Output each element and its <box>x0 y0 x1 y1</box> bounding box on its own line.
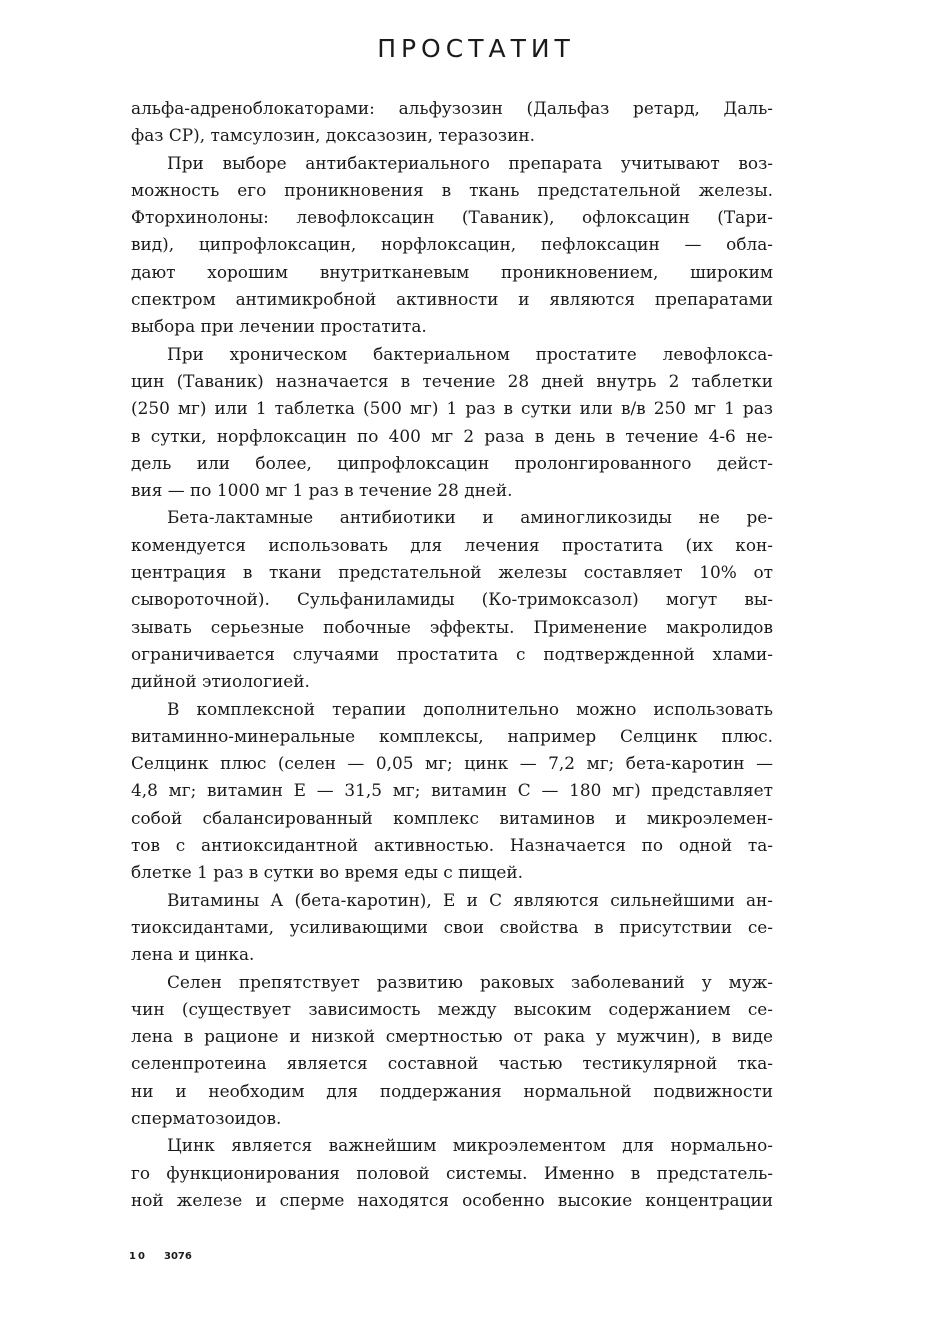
text-line: Цинк является важнейшим микроэлементом для нормально- <box>167 1135 773 1156</box>
text-line: комендуется использовать для лечения простатита (их кон- <box>131 534 773 555</box>
text-line: В комплексной терапии дополнительно можно использовать <box>167 698 773 719</box>
text-line: Витамины А (бета-каротин), Е и С являются сильнейшими ан- <box>167 889 773 910</box>
text-line: вид), ципрофлоксацин, норфлоксацин, пефлоксацин — обла- <box>131 234 773 255</box>
paragraph <box>131 969 773 1133</box>
text-line: (250 мг) или 1 таблетка (500 мг) 1 раз в сутки или в/в 250 мг 1 раз <box>131 398 773 419</box>
paragraph <box>131 887 773 969</box>
running-head: ПРОСТАТИТ <box>377 34 575 63</box>
text-line: сперматозоидов. <box>131 1107 282 1128</box>
text-line: альфа-адреноблокаторами: альфузозин (Дальфаз ретард, Даль- <box>131 98 773 118</box>
paragraph <box>131 95 773 150</box>
text-line: Фторхинолоны: левофлоксацин (Таваник), офлоксацин (Тари- <box>131 207 773 228</box>
text-line: тиоксидантами, усиливающими свои свойства в присутствии се- <box>131 916 773 937</box>
text-line: фаз СР), тамсулозин, доксазозин, теразозин. <box>131 125 536 146</box>
text-line: При хроническом бактериальном простатите левофлокса- <box>167 343 773 364</box>
text-line: ной железе и сперме находятся особенно высокие концентрации <box>131 1189 773 1210</box>
text-line: ограничивается случаями простатита с подтвержденной хлами- <box>131 643 773 664</box>
page-number: 10 <box>129 1251 147 1262</box>
text-line: тов с антиоксидантной активностью. Назначается по одной та- <box>131 835 773 856</box>
paragraph <box>131 150 773 341</box>
text-line: го функционирования половой системы. Именно в предстатель- <box>131 1162 773 1183</box>
paragraph <box>131 341 773 505</box>
text-line: селенпротеина является составной частью тестикулярной тка- <box>131 1053 773 1074</box>
text-line: 4,8 мг; витамин Е — 31,5 мг; витамин С — 180 мг) представляет <box>131 780 773 801</box>
paragraph <box>131 504 773 695</box>
paragraph <box>131 696 773 887</box>
text-line: цин (Таваник) назначается в течение 28 дней внутрь 2 таблетки <box>131 370 773 391</box>
text-line: дийной этиологией. <box>131 671 310 692</box>
text-line: спектром антимикробной активности и являются препаратами <box>131 289 773 310</box>
text-line: Селцинк плюс (селен — 0,05 мг; цинк — 7,2 мг; бета-каротин — <box>131 753 773 774</box>
text-line: можность его проникновения в ткань предстательной железы. <box>131 179 773 200</box>
text-line: Бета-лактамные антибиотики и аминогликозиды не ре- <box>167 507 773 528</box>
paragraph <box>131 1132 773 1214</box>
text-line: лена и цинка. <box>131 944 255 965</box>
text-line: ни и необходим для поддержания нормальной подвижности <box>131 1080 773 1101</box>
text-line: дель или более, ципрофлоксацин пролонгированного дейст- <box>131 452 773 473</box>
text-line: вия — по 1000 мг 1 раз в течение 28 дней. <box>131 480 513 501</box>
text-line: лена в рационе и низкой смертностью от рака у мужчин), в виде <box>131 1026 773 1047</box>
text-line: в сутки, норфлоксацин по 400 мг 2 раза в день в течение 4-6 не- <box>131 425 773 446</box>
body-text <box>131 95 773 1214</box>
footer-code: 3076 <box>164 1251 192 1262</box>
text-line: выбора при лечении простатита. <box>131 316 427 337</box>
text-line: При выборе антибактериального препарата учитывают воз- <box>167 152 773 173</box>
text-line: Селен препятствует развитию раковых заболеваний у муж- <box>167 971 773 992</box>
text-line: собой сбалансированный комплекс витаминов и микроэлемен- <box>131 807 773 828</box>
text-line: зывать серьезные побочные эффекты. Применение макролидов <box>131 616 773 637</box>
text-line: дают хорошим внутритканевым проникновением, широким <box>131 261 773 282</box>
text-line: витаминно-минеральные комплексы, например Селцинк плюс. <box>131 725 773 746</box>
text-line: сывороточной). Сульфаниламиды (Ко-тримоксазол) могут вы- <box>131 589 773 610</box>
text-line: чин (существует зависимость между высоким содержанием се- <box>131 998 773 1019</box>
text-line: блетке 1 раз в сутки во время еды с пищей. <box>131 862 523 883</box>
text-line: центрация в ткани предстательной железы составляет 10% от <box>131 562 773 583</box>
